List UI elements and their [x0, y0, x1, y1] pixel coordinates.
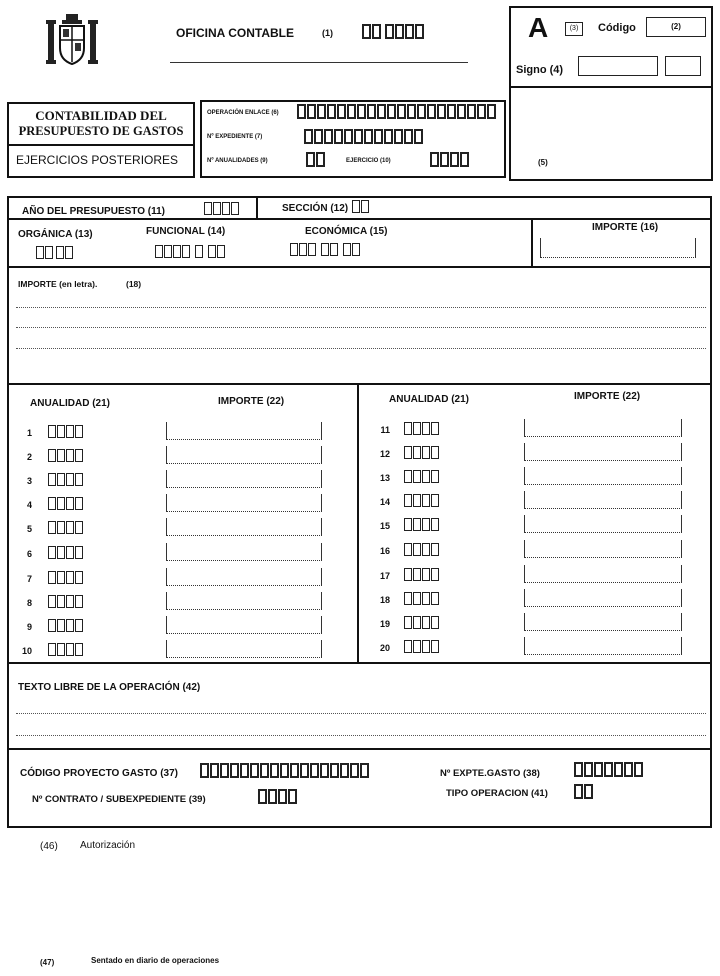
importe-letra-line-3[interactable]	[16, 348, 706, 349]
funcional-field[interactable]	[155, 245, 226, 258]
texto-libre-line-1[interactable]	[16, 713, 706, 714]
expediente-label: Nº EXPEDIENTE (7)	[207, 134, 263, 140]
annuity-amount-field[interactable]	[524, 637, 682, 655]
organica-label: ORGÁNICA (13)	[18, 229, 93, 240]
texto-libre-bottom-divider	[7, 748, 712, 750]
signo-field[interactable]	[578, 56, 658, 76]
annuity-amount-field[interactable]	[524, 540, 682, 558]
annuity-year-field[interactable]	[404, 422, 440, 435]
annuity-row-number: 11	[380, 425, 390, 435]
coat-of-arms-emblem	[44, 12, 100, 68]
annuity-year-field[interactable]	[404, 470, 440, 483]
annuity-amount-field[interactable]	[166, 592, 322, 610]
title-line1: CONTABILIDAD DEL	[35, 108, 167, 123]
importe-letra-ref: (18)	[126, 279, 142, 289]
annuity-year-field[interactable]	[404, 543, 440, 556]
anio-presupuesto-field[interactable]	[204, 202, 240, 215]
annuity-year-field[interactable]	[404, 568, 440, 581]
annuity-amount-field[interactable]	[166, 518, 322, 536]
annuity-amount-field[interactable]	[524, 491, 682, 509]
annuity-row-number: 2	[26, 452, 32, 462]
texto-libre-line-2[interactable]	[16, 735, 706, 736]
importe-divider	[531, 218, 533, 266]
annuity-row-number: 15	[379, 521, 390, 531]
annuity-year-field[interactable]	[48, 473, 84, 486]
doc-letter: A	[528, 12, 549, 43]
ref46-label: (46)	[40, 841, 58, 852]
annuity-amount-field[interactable]	[166, 568, 322, 586]
annuity-amount-field[interactable]	[166, 470, 322, 488]
importe-label: IMPORTE (16)	[592, 222, 659, 233]
importe-field[interactable]	[540, 238, 696, 258]
office-ref: (1)	[322, 28, 333, 38]
annuity-year-field[interactable]	[48, 643, 84, 656]
annuity-row-number: 3	[26, 476, 32, 486]
annuity-row-number: 18	[379, 595, 390, 605]
annuity-row-number: 6	[26, 549, 32, 559]
annuity-amount-field[interactable]	[524, 515, 682, 533]
annuity-year-field[interactable]	[404, 518, 440, 531]
sentado-label: Sentado en diario de operaciones	[91, 956, 220, 965]
title-line2: PRESUPUESTO DE GASTOS	[18, 124, 184, 138]
anualidades-field[interactable]	[306, 152, 326, 167]
annuity-row-number: 5	[26, 524, 32, 534]
economica-field[interactable]	[290, 243, 361, 256]
operacion-enlace-label: OPERACIÓN ENLACE (6)	[207, 110, 279, 116]
texto-libre-label: TEXTO LIBRE DE LA OPERACIÓN (42)	[18, 682, 201, 693]
annuity-row-number: 20	[379, 643, 390, 653]
anualidad-right-header: ANUALIDAD (21)	[389, 394, 469, 405]
autorizacion-label: Autorización	[80, 840, 136, 851]
annuity-year-field[interactable]	[48, 449, 84, 462]
annuity-year-field[interactable]	[48, 497, 84, 510]
importe-left-header: IMPORTE (22)	[218, 396, 285, 407]
annuities-center-divider	[357, 383, 359, 662]
ejercicio-field[interactable]	[430, 152, 470, 167]
class-row-divider	[7, 266, 712, 268]
annuity-year-field[interactable]	[48, 619, 84, 632]
tipo-operacion-label: TIPO OPERACION (41)	[446, 788, 548, 799]
annuity-row-number: 17	[379, 571, 390, 581]
annuity-year-field[interactable]	[48, 571, 84, 584]
office-underline	[170, 62, 468, 63]
ref47-label: (47)	[40, 958, 55, 967]
office-label: OFICINA CONTABLE	[176, 26, 294, 40]
expte-gasto-field[interactable]	[574, 762, 644, 777]
codigo-label: Código	[598, 22, 636, 34]
importe-letra-line-2[interactable]	[16, 327, 706, 328]
tipo-operacion-field[interactable]	[574, 784, 594, 799]
annuity-row-number: 9	[26, 622, 32, 632]
anio-seccion-divider	[256, 197, 258, 219]
annuity-row-number: 1	[26, 428, 32, 438]
annuity-amount-field[interactable]	[166, 422, 322, 440]
annuity-year-field[interactable]	[404, 616, 440, 629]
annuity-row-number: 10	[21, 646, 32, 656]
ejercicio-label: EJERCICIO (10)	[346, 158, 391, 164]
contrato-label: Nº CONTRATO / SUBEXPEDIENTE (39)	[32, 794, 206, 805]
annuity-amount-field[interactable]	[524, 565, 682, 583]
codigo-proyecto-field[interactable]	[200, 763, 370, 778]
annuity-amount-field[interactable]	[524, 613, 682, 631]
economica-label: ECONÓMICA (15)	[305, 226, 388, 237]
ref3-box: (3)	[565, 22, 583, 36]
annuity-row-number: 12	[379, 449, 390, 459]
annuity-row-number: 19	[379, 619, 390, 629]
title-divider	[7, 144, 195, 146]
annuity-row-number: 7	[26, 574, 32, 584]
expte-gasto-label: Nº EXPTE.GASTO (38)	[440, 768, 540, 779]
annuity-year-field[interactable]	[48, 425, 84, 438]
funcional-label: FUNCIONAL (14)	[146, 226, 226, 237]
annuity-amount-field[interactable]	[524, 443, 682, 461]
operacion-enlace-field[interactable]	[297, 104, 497, 119]
annuity-amount-field[interactable]	[166, 616, 322, 634]
anualidades-label: Nº ANUALIDADES (9)	[207, 158, 268, 164]
annuity-amount-field[interactable]	[166, 494, 322, 512]
anio-row-divider	[7, 218, 712, 220]
importe-right-header: IMPORTE (22)	[574, 391, 641, 402]
annuity-row-number: 8	[26, 598, 32, 608]
annuity-row-number: 13	[379, 473, 390, 483]
annuity-amount-field[interactable]	[524, 589, 682, 607]
annuity-year-field[interactable]	[48, 546, 84, 559]
annuity-year-field[interactable]	[404, 592, 440, 605]
annuity-year-field[interactable]	[404, 446, 440, 459]
annuity-amount-field[interactable]	[166, 640, 322, 658]
annuity-row-number: 4	[26, 500, 32, 510]
organica-field[interactable]	[36, 246, 74, 259]
main-form-frame	[7, 196, 712, 828]
anio-presupuesto-label: AÑO DEL PRESUPUESTO (11)	[22, 206, 165, 217]
annuity-row-number: 14	[379, 497, 390, 507]
office-code-field[interactable]	[362, 24, 425, 39]
codigo-proyecto-label: CÓDIGO PROYECTO GASTO (37)	[20, 768, 178, 779]
annuity-amount-field[interactable]	[524, 419, 682, 437]
signo-extra-field[interactable]	[665, 56, 701, 76]
top-right-divider	[509, 86, 713, 88]
signo-label: Signo (4)	[516, 64, 564, 76]
contrato-field[interactable]	[258, 789, 298, 804]
annuity-year-field[interactable]	[48, 595, 84, 608]
annuity-amount-field[interactable]	[166, 543, 322, 561]
annuities-bottom-divider	[7, 662, 712, 664]
ref5-label: (5)	[538, 158, 548, 167]
codigo-field[interactable]: (2)	[646, 17, 706, 37]
seccion-label: SECCIÓN (12)	[282, 203, 349, 214]
annuity-amount-field[interactable]	[166, 446, 322, 464]
seccion-field[interactable]	[352, 200, 370, 213]
annuity-row-number: 16	[379, 546, 390, 556]
title-line3: EJERCICIOS POSTERIORES	[16, 153, 179, 167]
anualidad-left-header: ANUALIDAD (21)	[30, 398, 110, 409]
importe-letra-line-1[interactable]	[16, 307, 706, 308]
annuity-year-field[interactable]	[404, 494, 440, 507]
annuity-year-field[interactable]	[48, 521, 84, 534]
annuity-year-field[interactable]	[404, 640, 440, 653]
expediente-field[interactable]	[304, 129, 424, 144]
importe-letra-label: IMPORTE (en letra).	[18, 279, 98, 289]
annuities-top-divider	[7, 383, 712, 385]
annuity-amount-field[interactable]	[524, 467, 682, 485]
